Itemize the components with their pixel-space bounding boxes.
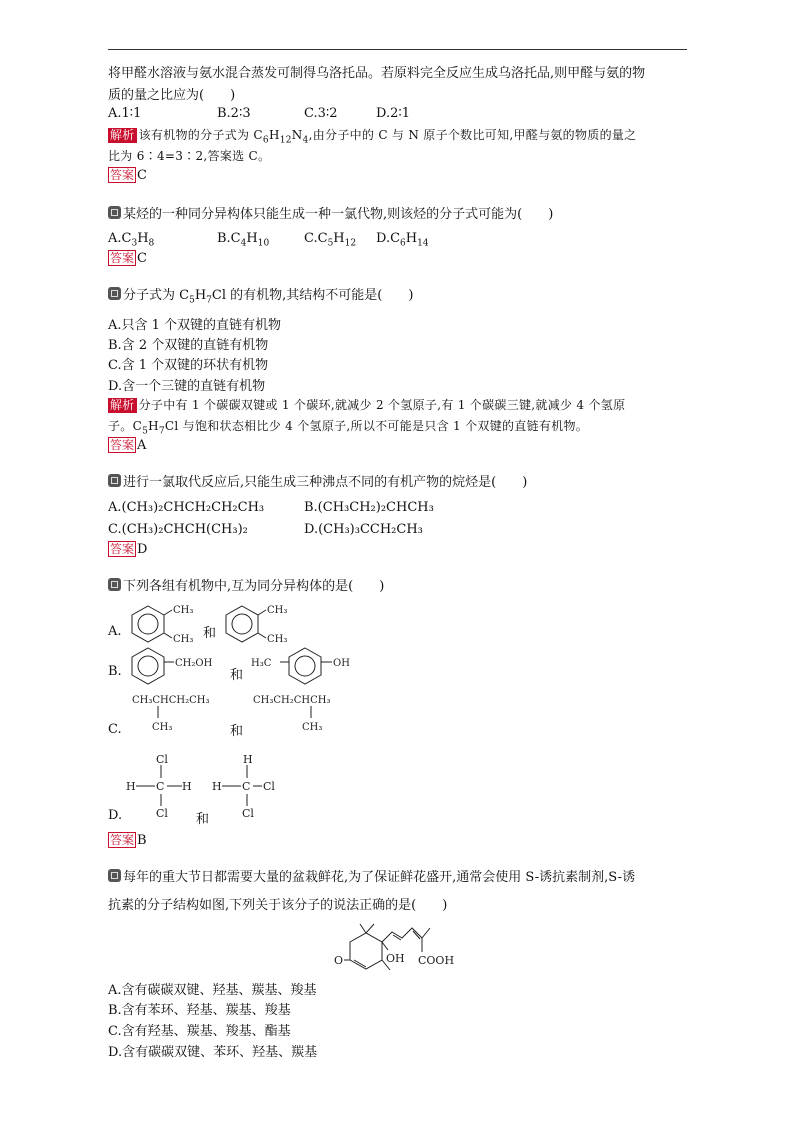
q5-and-d: 和 — [196, 812, 210, 827]
q4-option-a: A.(CH₃)₂CHCH₂CH₂CH₃ — [108, 500, 265, 515]
q5-stem: 下列各组有机物中,互为同分异构体的是( ) — [108, 575, 384, 594]
q5-a-ch3-3: CH₃ — [267, 605, 288, 616]
q1-option-a: A.1∶1 — [108, 106, 142, 121]
question-icon — [108, 474, 121, 487]
q5-d-right-top: H — [243, 753, 253, 766]
q3-stem: 分子式为 $C_5H_7Cl$ 的有机物,其结构不可能是( ) — [108, 284, 413, 306]
q5-d-right-c: C — [242, 780, 251, 793]
q2-stem: 某烃的一种同分异构体只能生成一种一氯代物,则该烃的分子式可能为( ) — [108, 203, 553, 222]
q5-b-oh: OH — [333, 658, 350, 669]
q5-a-ch3-4: CH₃ — [267, 634, 288, 645]
q5-c-left-ch3: CH₃ — [152, 722, 173, 733]
q5-label-a: A. — [108, 624, 122, 639]
q4-option-d: D.(CH₃)₃CCH₂CH₃ — [304, 522, 423, 537]
q5-d-left-bottom: Cl — [156, 807, 168, 820]
q5-c-right-chain: CH₃CH₂CHCH₃ — [253, 695, 331, 706]
q2-option-a: $A.C_3H_8$ — [108, 231, 155, 249]
question-icon — [108, 206, 121, 219]
q3-analysis-line1: 解析 分子中有 1 个碳碳双键或 1 个碳环,就减少 2 个氢原子,有 1 个碳碳三键,就减少 4 个氢原 — [110, 398, 626, 412]
question-icon — [108, 869, 121, 882]
q1-analysis-line1: 解析 该有机物的分子式为 $C_6H_{12}N_4$,由分子中的 C 与 N 原子个数比可知,甲醛与氨的物质的量之 — [110, 128, 637, 146]
q5-structures-figure — [100, 598, 400, 838]
analysis-tag: 解析 — [110, 398, 135, 412]
q3-option-c: C.含 1 个双键的环状有机物 — [108, 358, 269, 373]
q6-mol-hydroxyl: OH — [386, 952, 405, 965]
q5-a-benzene-right — [226, 606, 266, 642]
q4-option-b: B.(CH₃CH₂)₂CHCH₃ — [304, 500, 434, 515]
q5-a-ch3-2: CH₃ — [173, 634, 194, 645]
q1-option-c: C.3∶2 — [304, 106, 338, 121]
q5-b-benzene-right — [280, 648, 332, 684]
q5-d-left-h2: H — [182, 780, 192, 793]
q6-option-c: C.含有羟基、羰基、羧基、酯基 — [108, 1024, 291, 1039]
q5-b-ch2oh: CH₂OH — [175, 658, 213, 669]
q5-d-left-h1: H — [126, 780, 136, 793]
q1-option-d: D.2∶1 — [376, 106, 411, 121]
q6-option-a: A.含有碳碳双键、羟基、羰基、羧基 — [108, 983, 317, 998]
q1-answer: 答案 C — [110, 168, 147, 183]
q6-mol-carboxyl: COOH — [418, 954, 455, 967]
q5-answer: 答案 B — [110, 833, 147, 848]
q5-c-right-ch3: CH₃ — [302, 722, 323, 733]
q1-stem-line2: 质的量之比应为( ) — [108, 88, 236, 103]
q5-d-right-cl1: Cl — [263, 780, 275, 793]
answer-tag: 答案 — [110, 251, 135, 265]
q5-c-left-chain: CH₃CHCH₂CH₃ — [132, 695, 210, 706]
q6-stem-line2: 抗素的分子结构如图,下列关于该分子的说法正确的是( ) — [108, 898, 448, 913]
q5-label-c: C. — [108, 722, 122, 737]
q2-option-b: $B.C_4H_{10}$ — [217, 231, 270, 249]
analysis-tag: 解析 — [110, 128, 135, 142]
q1-option-b: B.2∶3 — [217, 106, 251, 121]
header-rule — [108, 49, 687, 50]
q5-label-b: B. — [108, 664, 122, 679]
q5-d-right-cl2: Cl — [242, 807, 254, 820]
q5-a-benzene-left — [132, 606, 172, 642]
q5-d-left-c: C — [156, 780, 165, 793]
q5-label-d: D. — [108, 808, 123, 823]
q4-answer: 答案 D — [110, 542, 148, 557]
q6-mol-oxygen: O — [334, 954, 344, 967]
q5-b-h3c: H₃C — [251, 658, 272, 669]
q3-analysis-line2: 子。$C_5H_7Cl$ 与饱和状态相比少 4 个氢原子,所以不可能是只含 1 个双键的直链有机物。 — [108, 419, 589, 437]
q5-and-a: 和 — [203, 626, 217, 641]
q6-option-d: D.含有碳碳双键、苯环、羟基、羰基 — [108, 1045, 318, 1060]
answer-tag: 答案 — [110, 438, 135, 452]
q3-answer: 答案 A — [110, 438, 147, 453]
q5-d-right-h: H — [212, 780, 222, 793]
answer-tag: 答案 — [110, 833, 135, 847]
q6-molecule-figure — [330, 918, 470, 976]
q5-a-ch3-1: CH₃ — [173, 605, 194, 616]
q5-d-left-top: Cl — [156, 753, 168, 766]
q3-option-d: D.含一个三键的直链有机物 — [108, 379, 266, 394]
q2-option-d: $D.C_6H_{14}$ — [376, 231, 429, 249]
answer-tag: 答案 — [110, 168, 135, 182]
q2-answer: 答案 C — [110, 251, 147, 266]
q3-option-b: B.含 2 个双键的直链有机物 — [108, 338, 269, 353]
q1-stem-line1: 将甲醛水溶液与氨水混合蒸发可制得乌洛托品。若原料完全反应生成乌洛托品,则甲醛与氨的物 — [108, 66, 646, 81]
q6-stem-line1: 每年的重大节日都需要大量的盆栽鲜花,为了保证鲜花盛开,通常会使用 S-诱抗素制剂,S-诱 — [108, 866, 635, 885]
q1-analysis-line2: 比为 6∶4=3∶2,答案选 C。 — [108, 149, 271, 163]
q4-option-c: C.(CH₃)₂CHCH(CH₃)₂ — [108, 522, 248, 537]
q5-and-b: 和 — [230, 668, 244, 683]
q4-stem: 进行一氯取代反应后,只能生成三种沸点不同的有机产物的烷烃是( ) — [108, 471, 527, 490]
q5-b-benzene-left — [132, 648, 174, 684]
q2-option-c: $C.C_5H_{12}$ — [304, 231, 357, 249]
answer-tag: 答案 — [110, 542, 135, 556]
q5-and-c: 和 — [230, 724, 244, 739]
question-icon — [108, 578, 121, 591]
q3-option-a: A.只含 1 个双键的直链有机物 — [108, 318, 282, 333]
question-icon — [108, 287, 121, 300]
q6-option-b: B.含有苯环、羟基、羰基、羧基 — [108, 1003, 291, 1018]
